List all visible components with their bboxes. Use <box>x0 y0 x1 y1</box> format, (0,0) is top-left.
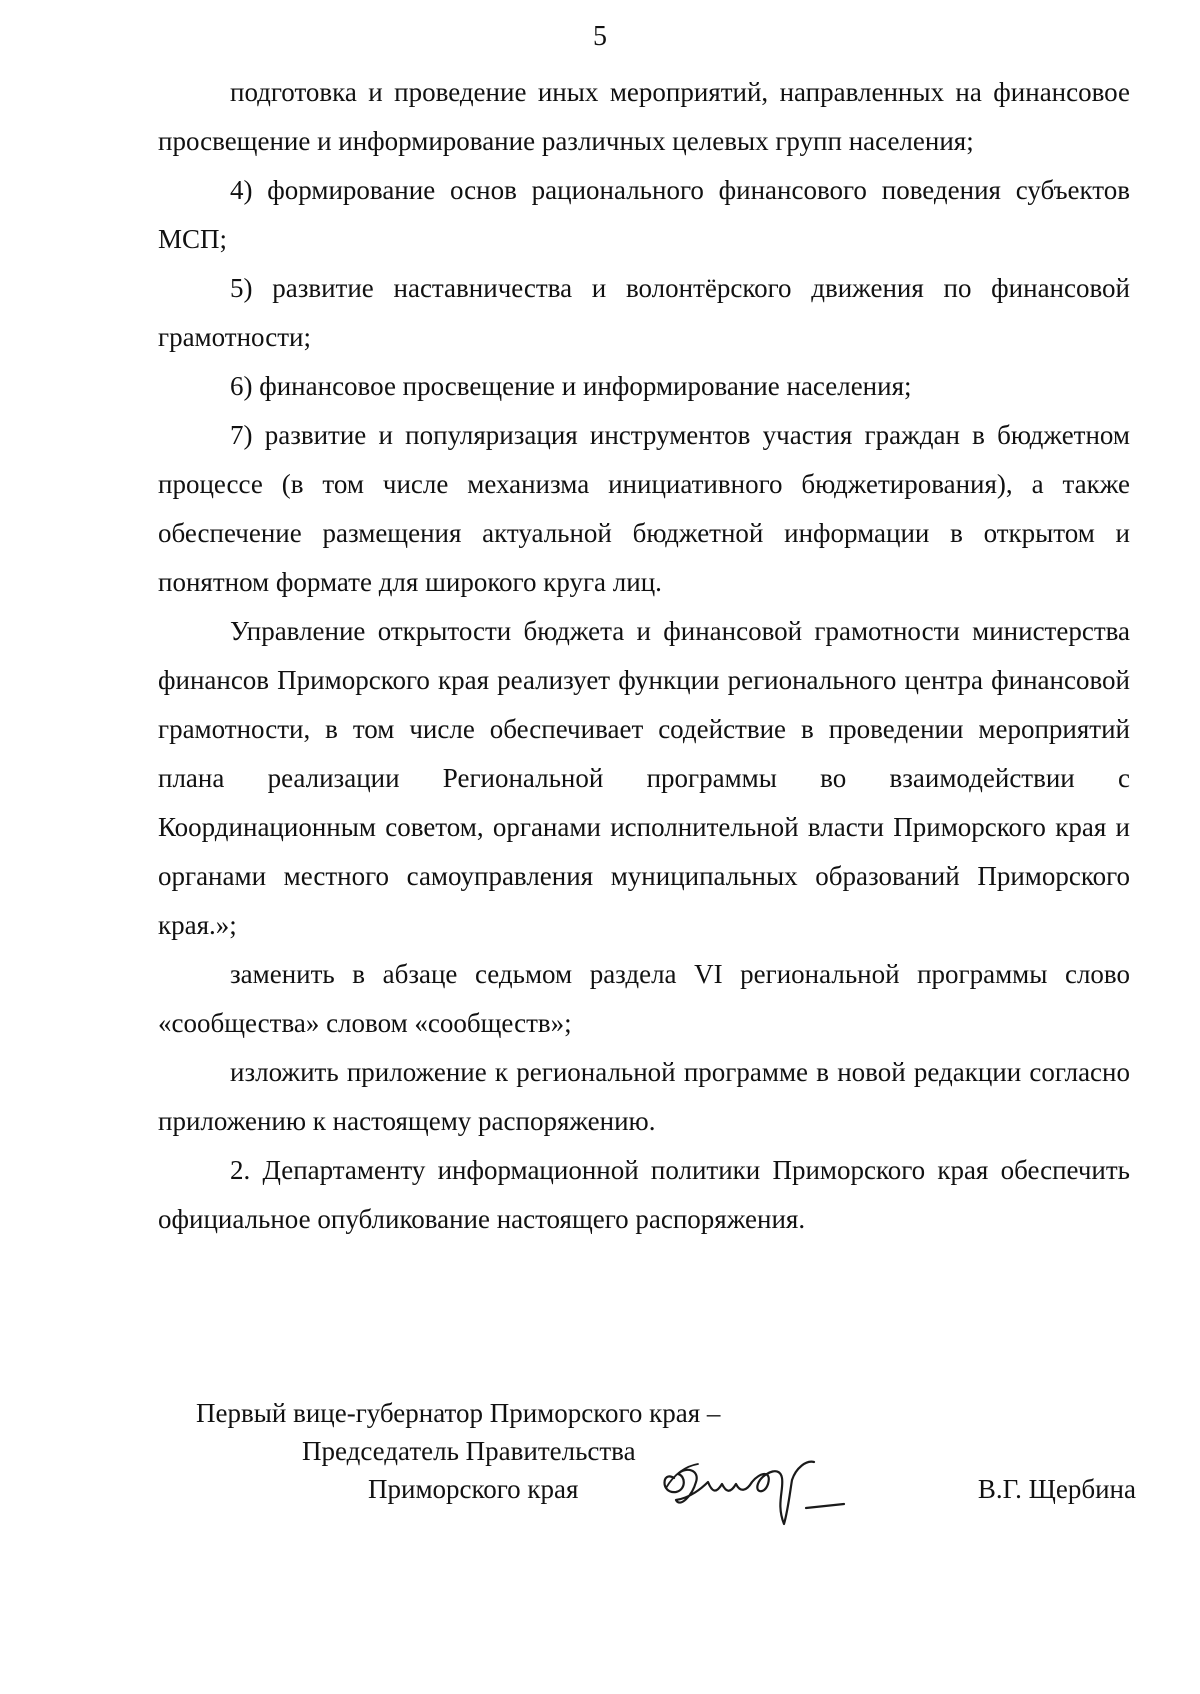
page-number: 5 <box>593 21 607 52</box>
paragraph-replace-word: заменить в абзаце седьмом раздела VI региональной программы слово «сообщества» словом «сообществ»; <box>158 959 1130 1038</box>
signatory-position-line-1: Первый вице-губернатор Приморского края – <box>196 1398 721 1428</box>
document-body <box>158 68 1130 1244</box>
signature-block <box>196 1396 1136 1536</box>
signatory-position-line-3: Приморского края <box>368 1474 579 1504</box>
list-item-4: 4) формирование основ рационального финансового поведения субъектов МСП; <box>158 175 1130 254</box>
list-item-7: 7) развитие и популяризация инструментов участия граждан в бюджетном процессе (в том числе механизма инициативного бюджетирования), а также обеспечение размещения актуальной бюджетной информации в открытом и понятном формате для широкого круга лиц. <box>158 420 1130 597</box>
list-item-5: 5) развитие наставничества и волонтёрского движения по финансовой грамотности; <box>158 273 1130 352</box>
paragraph-publication: 2. Департаменту информационной политики Приморского края обеспечить официальное опубликование настоящего распоряжения. <box>158 1155 1130 1234</box>
signatory-position-line-2: Председатель Правительства <box>302 1436 636 1466</box>
paragraph-continuation: подготовка и проведение иных мероприятий, направленных на финансовое просвещение и информирование различных целевых групп населения; <box>158 77 1130 156</box>
list-item-6: 6) финансовое просвещение и информирование населения; <box>230 371 912 401</box>
signatory-name: В.Г. Щербина <box>977 1474 1136 1504</box>
paragraph-appendix: изложить приложение к региональной программе в новой редакции согласно приложению к настоящему распоряжению. <box>158 1057 1130 1136</box>
handwritten-signature <box>656 1448 846 1528</box>
paragraph-regional-center: Управление открытости бюджета и финансовой грамотности министерства финансов Приморского края реализует функции регионального центра финансовой грамотности, в том числе обеспечивает содействие в проведении мероприятий плана реализации Региональной программы во взаимодействии с Координационным советом, органами исполнительной власти Приморского края и органами местного самоуправления муниципальных образований Приморского края.»; <box>158 616 1130 940</box>
